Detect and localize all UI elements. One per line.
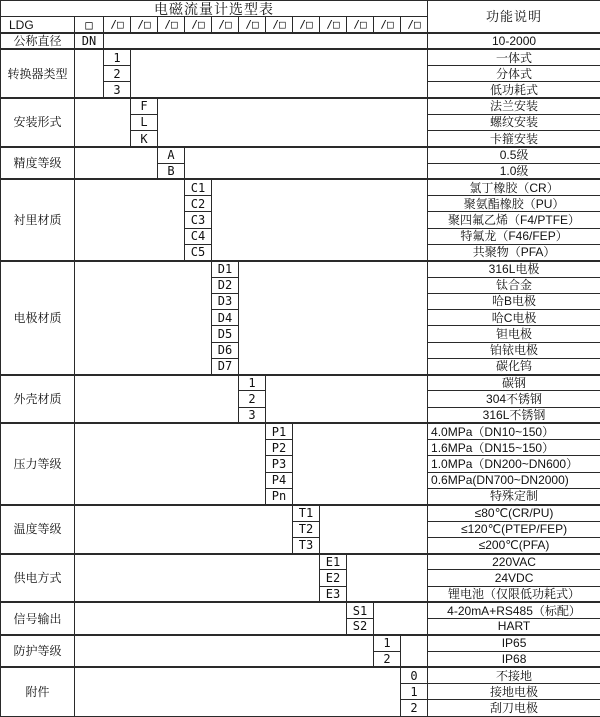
empty-left-region (75, 179, 185, 260)
function-desc-cell: 接地电极 (428, 684, 600, 700)
option-code-cell: D1 (212, 261, 239, 277)
table-title: 电磁流量计选型表 (1, 1, 428, 17)
empty-right-region (158, 98, 428, 147)
category-label: 电极材质 (1, 261, 75, 375)
function-desc-cell: 316L不锈钢 (428, 407, 600, 423)
function-desc-cell: 分体式 (428, 66, 600, 82)
option-code-cell: E1 (320, 554, 347, 570)
option-code-cell: P2 (266, 440, 293, 456)
function-desc-cell: 法兰安装 (428, 98, 600, 114)
model-code-slot: /□ (104, 17, 131, 33)
category-label: 压力等级 (1, 423, 75, 504)
empty-left-region (75, 98, 131, 147)
empty-right-region (212, 179, 428, 260)
option-code-cell: 1 (401, 684, 428, 700)
function-desc-cell: 刮刀电极 (428, 700, 600, 716)
option-code-cell: Pn (266, 488, 293, 504)
category-label: 温度等级 (1, 505, 75, 554)
model-code-slot: /□ (374, 17, 401, 33)
empty-right-region (266, 375, 428, 424)
category-label: 转换器类型 (1, 49, 75, 98)
function-desc-cell: IP68 (428, 651, 600, 667)
option-code-cell: B (158, 163, 185, 179)
function-desc-cell: 氯丁橡胶（CR） (428, 179, 600, 195)
function-desc-cell: 不接地 (428, 667, 600, 683)
option-code-cell: DN (75, 33, 104, 49)
function-desc-cell: 316L电极 (428, 261, 600, 277)
option-code-cell: F (131, 98, 158, 114)
option-code-cell: K (131, 131, 158, 147)
function-desc-cell: IP65 (428, 635, 600, 651)
option-code-cell: D6 (212, 342, 239, 358)
empty-left-region (75, 423, 266, 504)
function-desc-cell: 10-2000 (428, 33, 600, 49)
function-column-header: 功能说明 (428, 1, 600, 34)
function-desc-cell: 哈B电极 (428, 293, 600, 309)
function-desc-cell: ≤120℃(PTEP/FEP) (428, 521, 600, 537)
function-desc-cell: 304不锈钢 (428, 391, 600, 407)
empty-right-region (320, 505, 428, 554)
function-desc-cell: 0.5级 (428, 147, 600, 163)
category-label: 防护等级 (1, 635, 75, 668)
function-desc-cell: 0.6MPa(DN700~DN2000) (428, 472, 600, 488)
function-desc-cell: 220VAC (428, 554, 600, 570)
empty-right-region (293, 423, 428, 504)
empty-right-region (131, 49, 428, 98)
function-desc-cell: 螺纹安装 (428, 114, 600, 130)
function-desc-cell: 聚四氟乙烯（F4/PTFE） (428, 212, 600, 228)
selection-table-body (1, 1, 600, 717)
function-desc-cell: 铂铱电极 (428, 342, 600, 358)
function-desc-cell: 1.0级 (428, 163, 600, 179)
category-label: 精度等级 (1, 147, 75, 180)
option-code-cell: T2 (293, 521, 320, 537)
option-code-cell: D7 (212, 358, 239, 374)
option-code-cell: A (158, 147, 185, 163)
function-desc-cell: 钛合金 (428, 277, 600, 293)
function-desc-cell: 特殊定制 (428, 488, 600, 504)
empty-left-region (75, 554, 320, 603)
function-desc-cell: 聚氨酯橡胶（PU） (428, 196, 600, 212)
function-desc-cell: 特氟龙（F46/FEP） (428, 228, 600, 244)
category-label: 供电方式 (1, 554, 75, 603)
option-code-cell: 2 (104, 66, 131, 82)
function-desc-cell: HART (428, 619, 600, 635)
empty-right-region (239, 261, 428, 375)
function-desc-cell: 共聚物（PFA） (428, 244, 600, 260)
empty-left-region (75, 49, 104, 98)
function-desc-cell: 低功耗式 (428, 82, 600, 98)
option-code-cell: 2 (374, 651, 401, 667)
option-code-cell: C5 (185, 244, 212, 260)
option-code-cell: C2 (185, 196, 212, 212)
option-code-cell: P4 (266, 472, 293, 488)
option-code-cell: D3 (212, 293, 239, 309)
function-desc-cell: 碳钢 (428, 375, 600, 391)
empty-left-region (75, 635, 374, 668)
empty-right-region (401, 635, 428, 668)
function-desc-cell: 24VDC (428, 570, 600, 586)
empty-left-region (75, 375, 239, 424)
function-desc-cell: 4-20mA+RS485（标配） (428, 602, 600, 618)
option-code-cell: 1 (104, 49, 131, 65)
empty-left-region (75, 261, 212, 375)
option-code-cell: 2 (401, 700, 428, 716)
function-desc-cell: 钽电极 (428, 326, 600, 342)
option-code-cell: T1 (293, 505, 320, 521)
option-code-cell: C1 (185, 179, 212, 195)
option-code-cell: S1 (347, 602, 374, 618)
function-desc-cell: 卡箍安装 (428, 131, 600, 147)
option-code-cell: 1 (374, 635, 401, 651)
option-code-cell: L (131, 114, 158, 130)
category-label: 衬里材质 (1, 179, 75, 260)
option-code-cell: C3 (185, 212, 212, 228)
empty-left-region (75, 147, 158, 180)
empty-right-region (104, 33, 428, 49)
function-desc-cell: 锂电池（仅限低功耗式） (428, 586, 600, 602)
option-code-cell: E2 (320, 570, 347, 586)
model-code-slot: /□ (158, 17, 185, 33)
model-code-slot: /□ (320, 17, 347, 33)
function-desc-cell: 1.0MPa（DN200~DN600） (428, 456, 600, 472)
model-first-code-box: □ (75, 17, 104, 33)
option-code-cell: 3 (104, 82, 131, 98)
model-code-slot: /□ (131, 17, 158, 33)
function-desc-cell: ≤200℃(PFA) (428, 537, 600, 553)
option-code-cell: C4 (185, 228, 212, 244)
model-code-slot: /□ (293, 17, 320, 33)
empty-left-region (75, 602, 347, 635)
empty-right-region (347, 554, 428, 603)
category-label: 安装形式 (1, 98, 75, 147)
option-code-cell: 2 (239, 391, 266, 407)
model-code-slot: /□ (212, 17, 239, 33)
option-code-cell: T3 (293, 537, 320, 553)
empty-left-region (75, 667, 401, 716)
model-code-slot: /□ (401, 17, 428, 33)
model-prefix-label: LDG (1, 17, 75, 33)
option-code-cell: P3 (266, 456, 293, 472)
option-code-cell: 3 (239, 407, 266, 423)
category-label: 信号输出 (1, 602, 75, 635)
option-code-cell: D4 (212, 310, 239, 326)
model-code-slot: /□ (185, 17, 212, 33)
empty-right-region (374, 602, 428, 635)
option-code-cell: 0 (401, 667, 428, 683)
option-code-cell: P1 (266, 423, 293, 439)
model-code-slot: /□ (266, 17, 293, 33)
option-code-cell: 1 (239, 375, 266, 391)
model-code-slot: /□ (239, 17, 266, 33)
function-desc-cell: 一体式 (428, 49, 600, 65)
model-code-slot: /□ (347, 17, 374, 33)
option-code-cell: S2 (347, 619, 374, 635)
option-code-cell: D5 (212, 326, 239, 342)
category-label: 外壳材质 (1, 375, 75, 424)
function-desc-cell: 哈C电极 (428, 310, 600, 326)
category-label: 附件 (1, 667, 75, 716)
empty-left-region (75, 505, 293, 554)
function-desc-cell: 4.0MPa（DN10~150） (428, 423, 600, 439)
option-code-cell: D2 (212, 277, 239, 293)
empty-right-region (185, 147, 428, 180)
option-code-cell: E3 (320, 586, 347, 602)
function-desc-cell: 1.6MPa（DN15~150） (428, 440, 600, 456)
function-desc-cell: ≤80℃(CR/PU) (428, 505, 600, 521)
category-label: 公称直径 (1, 33, 75, 49)
function-desc-cell: 碳化钨 (428, 358, 600, 374)
